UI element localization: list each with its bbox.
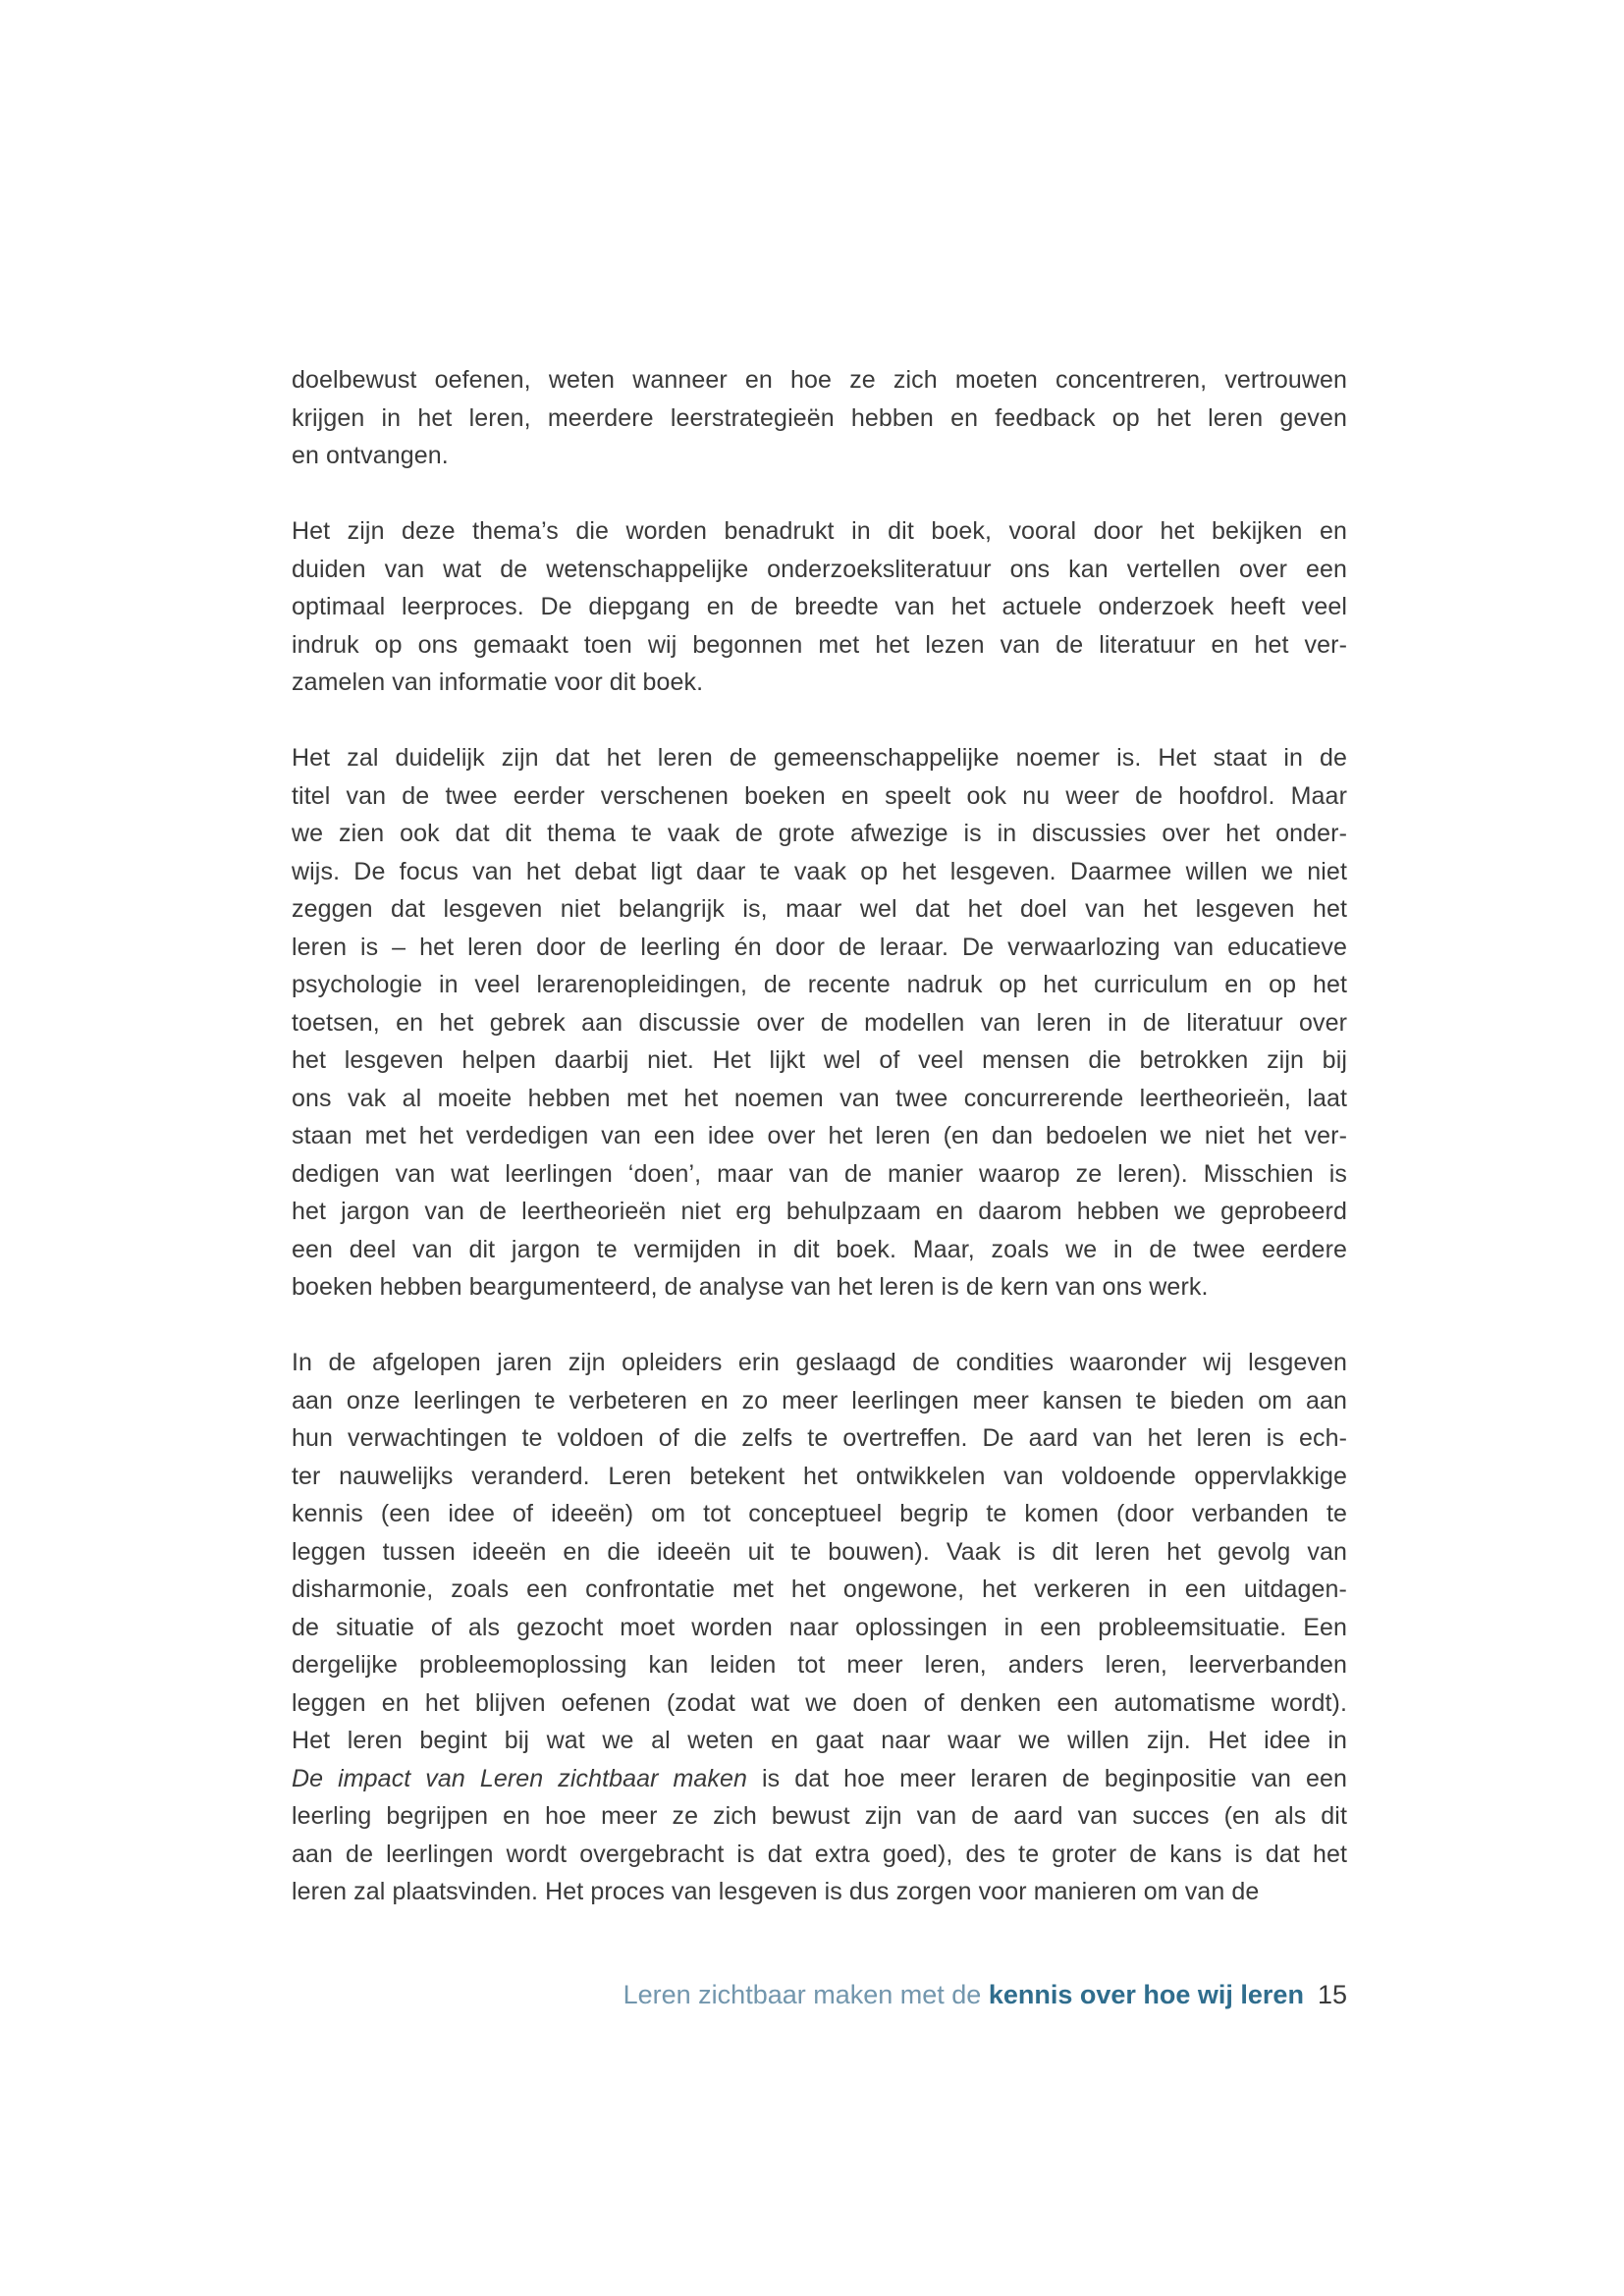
text-line: Het zal duidelijk zijn dat het leren de gemeenschappelijke noemer is. Het staat in de bbox=[292, 744, 1347, 772]
text-line: Het zijn deze thema’s die worden benadrukt in dit boek, vooral door het bekijken en bbox=[292, 517, 1347, 545]
text-line: leren zal plaatsvinden. Het proces van lesgeven is dus zorgen voor manieren om van de bbox=[292, 1878, 1260, 1905]
text-line: leerling begrijpen en hoe meer ze zich bewust zijn van de aard van succes (en als dit bbox=[292, 1802, 1347, 1830]
page-footer bbox=[292, 1977, 1347, 2012]
text-line: aan onze leerlingen te verbeteren en zo meer leerlingen meer kansen te bieden om aan bbox=[292, 1386, 1347, 1415]
text-line: zeggen dat lesgeven niet belangrijk is, maar wel dat het doel van het lesgeven het bbox=[292, 895, 1347, 923]
text-line: leggen tussen ideeën en die ideeën uit te bouwen). Vaak is dit leren het gevolg van bbox=[292, 1537, 1347, 1566]
text-line: de situatie of als gezocht moet worden naar oplossingen in een probleemsituatie. Een bbox=[292, 1613, 1347, 1641]
text-line: kennis (een idee of ideeën) om tot conceptueel begrip te komen (door verbanden te bbox=[292, 1500, 1347, 1527]
text-segment: is dat hoe meer leraren de beginpositie van een bbox=[747, 1764, 1348, 1792]
text-line: krijgen in het leren, meerdere leerstrategieën hebben en feedback op het leren geven bbox=[292, 403, 1347, 432]
paragraph bbox=[292, 739, 1347, 1307]
paragraph bbox=[292, 512, 1347, 702]
paragraph bbox=[292, 361, 1347, 475]
text-line: boeken hebben beargumenteerd, de analyse van het leren is de kern van ons werk. bbox=[292, 1273, 1209, 1301]
text-line: het jargon van de leertheorieën niet erg behulpzaam en daarom hebben we geprobeerd bbox=[292, 1198, 1347, 1225]
text-line: aan de leerlingen wordt overgebracht is dat extra goed), des te groter de kans is dat het bbox=[292, 1840, 1347, 1868]
text-line: dedigen van wat leerlingen ‘doen’, maar van de manier waarop ze leren). Misschien is bbox=[292, 1159, 1347, 1188]
footer-book-title: Leren zichtbaar maken met de bbox=[623, 1980, 989, 2009]
text-line: en ontvangen. bbox=[292, 442, 449, 469]
text-line: het lesgeven helpen daarbij niet. Het lijkt wel of veel mensen die betrokken zijn bij bbox=[292, 1046, 1347, 1074]
paragraph bbox=[292, 1344, 1347, 1911]
italic-book-title: De impact van Leren zichtbaar maken bbox=[292, 1764, 748, 1792]
text-line: leren is – het leren door de leerling én door de leraar. De verwaarlozing van educatieve bbox=[292, 933, 1347, 961]
text-line: In de afgelopen jaren zijn opleiders erin geslaagd de condities waaronder wij lesgeven bbox=[292, 1349, 1347, 1376]
text-line: dergelijke probleemoplossing kan leiden tot meer leren, anders leren, leerverbanden bbox=[292, 1651, 1347, 1679]
text-line: doelbewust oefenen, weten wanneer en hoe ze zich moeten concentreren, vertrouwen bbox=[292, 366, 1347, 394]
text-line: optimaal leerproces. De diepgang en de breedte van het actuele onderzoek heeft veel bbox=[292, 593, 1347, 620]
text-line: we zien ook dat dit thema te vaak de grote afwezige is in discussies over het onder- bbox=[292, 820, 1347, 847]
footer-chapter-title: kennis over hoe wij leren bbox=[988, 1980, 1304, 2009]
text-line: toetsen, en het gebrek aan discussie over de modellen van leren in de literatuur over bbox=[292, 1008, 1347, 1037]
text-line: Het leren begint bij wat we al weten en gaat naar waar we willen zijn. Het idee in bbox=[292, 1727, 1347, 1754]
text-line: psychologie in veel lerarenopleidingen, de recente nadruk op het curriculum en op het bbox=[292, 971, 1347, 998]
text-line: leggen en het blijven oefenen (zodat wat we doen of denken een automatisme wordt). bbox=[292, 1688, 1347, 1717]
text-line bbox=[292, 1760, 1347, 1798]
text-line: staan met het verdedigen van een idee over het leren (en dan bedoelen we niet het ver- bbox=[292, 1122, 1347, 1149]
text-line: ter nauwelijks veranderd. Leren betekent het ontwikkelen van voldoende oppervlakkige bbox=[292, 1462, 1347, 1490]
body-text bbox=[292, 361, 1347, 1911]
text-line: disharmonie, zoals een confrontatie met het ongewone, het verkeren in een uitdagen- bbox=[292, 1575, 1347, 1603]
page-number: 15 bbox=[1317, 1980, 1347, 2009]
text-line: duiden van wat de wetenschappelijke onderzoeksliteratuur ons kan vertellen over een bbox=[292, 555, 1347, 583]
text-line: zamelen van informatie voor dit boek. bbox=[292, 668, 704, 696]
text-line: titel van de twee eerder verschenen boeken en speelt ook nu weer de hoofdrol. Maar bbox=[292, 781, 1347, 810]
text-line: ons vak al moeite hebben met het noemen van twee concurrerende leertheorieën, laat bbox=[292, 1084, 1347, 1112]
text-line: indruk op ons gemaakt toen wij begonnen met het lezen van de literatuur en het ver- bbox=[292, 630, 1347, 659]
text-line: hun verwachtingen te voldoen of die zelfs te overtreffen. De aard van het leren is ech- bbox=[292, 1424, 1347, 1452]
text-line: een deel van dit jargon te vermijden in dit boek. Maar, zoals we in de twee eerdere bbox=[292, 1235, 1347, 1263]
text-line: wijs. De focus van het debat ligt daar te vaak op het lesgeven. Daarmee willen we niet bbox=[292, 857, 1347, 885]
